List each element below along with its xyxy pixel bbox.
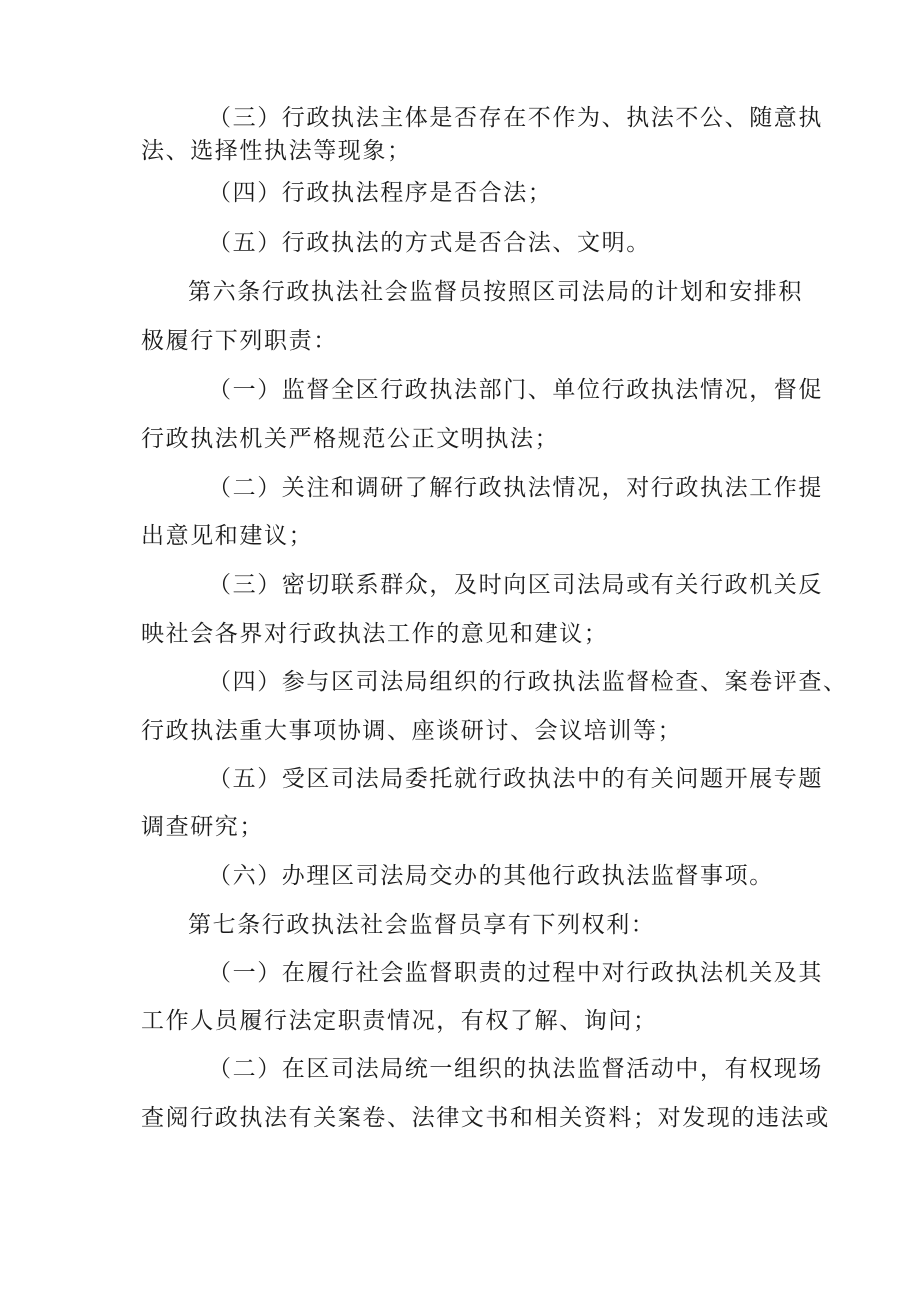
text-line: 调查研究； [141,814,264,840]
text-line: （一）在履行社会监督职责的过程中对行政执法机关及其 [208,960,823,986]
text-line: （四）行政执法程序是否合法； [208,180,553,206]
text-line: （五）行政执法的方式是否合法、文明。 [208,230,651,256]
text-line: （四）参与区司法局组织的行政执法监督检查、案卷评查、 [208,669,848,695]
text-line: 第七条行政执法社会监督员享有下列权利： [188,912,656,938]
text-line: （三）行政执法主体是否存在不作为、执法不公、随意执 [208,105,823,131]
text-line: 出意见和建议； [141,523,314,549]
text-line: 极履行下列职责： [141,328,338,354]
text-line: 映社会各界对行政执法工作的意见和建议； [141,621,609,647]
text-line: 行政执法机关严格规范公正文明执法； [141,426,560,452]
text-line: （三）密切联系群众，及时向区司法局或有关行政机关反 [208,572,823,598]
text-line: 第六条行政执法社会监督员按照区司法局的计划和安排积 [188,279,803,305]
text-line: （一）监督全区行政执法部门、单位行政执法情况，督促 [208,377,823,403]
text-line: 查阅行政执法有关案卷、法律文书和相关资料；对发现的违法或 [141,1105,830,1131]
text-line: （五）受区司法局委托就行政执法中的有关问题开展专题 [208,766,823,792]
text-line: 行政执法重大事项协调、座谈研讨、会议培训等； [141,718,683,744]
text-line: 法、选择性执法等现象； [141,138,412,164]
text-line: 工作人员履行法定职责情况，有权了解、询问； [141,1008,658,1034]
text-line: （二）关注和调研了解行政执法情况，对行政执法工作提 [208,475,823,501]
text-line: （二）在区司法局统一组织的执法监督活动中，有权现场 [208,1056,823,1082]
text-line: （六）办理区司法局交办的其他行政执法监督事项。 [208,863,774,889]
